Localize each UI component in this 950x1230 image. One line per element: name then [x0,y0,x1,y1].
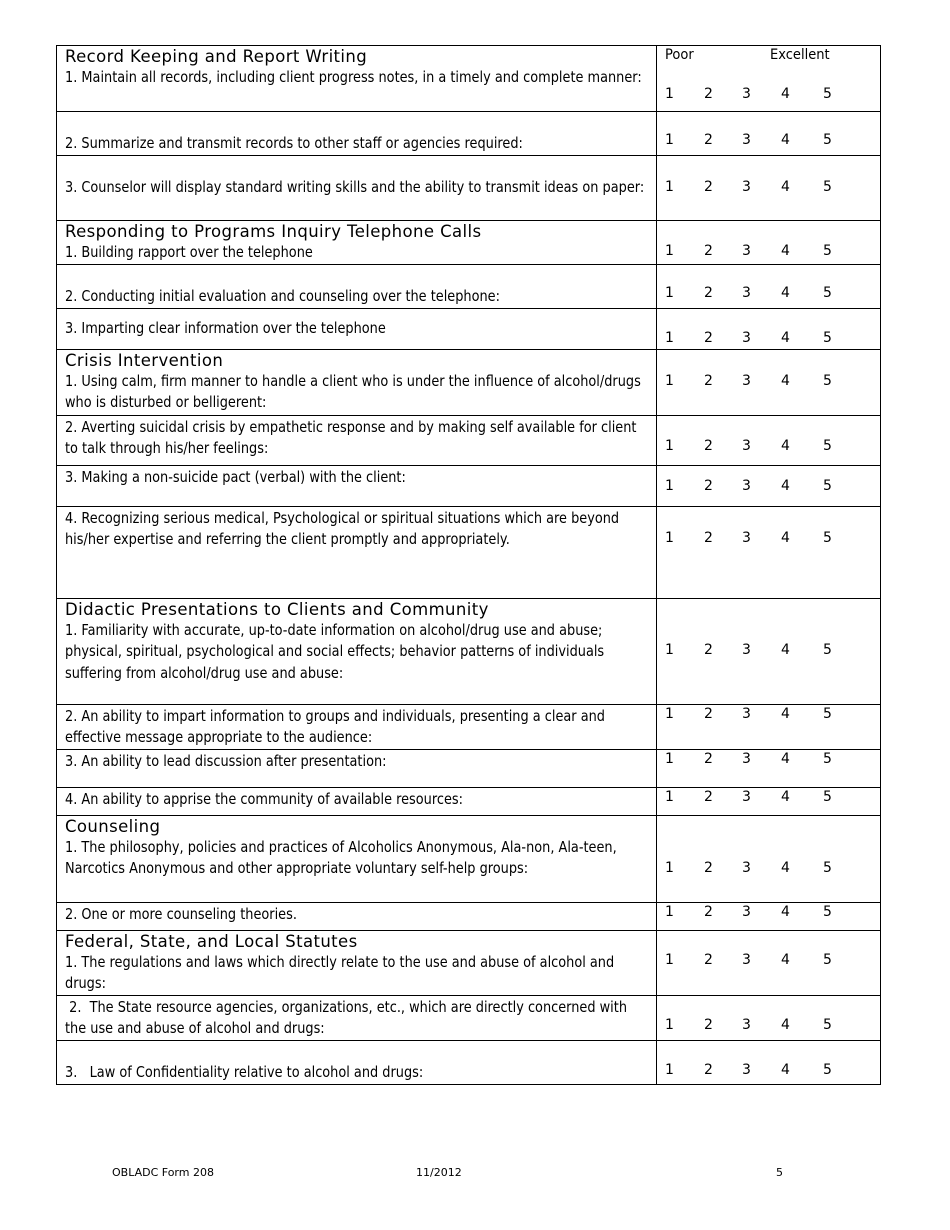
question-cell [57,309,656,340]
rating-option-2[interactable]: 2 [704,750,713,767]
rating-scale [657,285,880,303]
rating-option-2[interactable]: 2 [704,951,713,968]
rating-option-2[interactable]: 2 [704,903,713,920]
footer-date: 11/2012 [416,1166,462,1179]
rating-option-3[interactable]: 3 [742,903,751,920]
question-cell [57,931,656,995]
section-title: Counseling [65,816,161,836]
rating-option-1[interactable]: 1 [665,903,674,920]
question-cell [57,221,656,264]
rating-option-3[interactable]: 3 [742,705,751,722]
question-text: 2. An ability to impart information to groups and individuals, presenting a clear and effective message appropriate to the audience: [65,706,605,746]
rating-option-5[interactable]: 5 [823,132,832,148]
rating-scale [657,243,880,261]
rating-option-1[interactable]: 1 [665,242,674,259]
rating-option-4[interactable]: 4 [781,641,790,658]
section-title: Federal, State, and Local Statutes [65,931,358,951]
question-cell [57,705,656,749]
section-title: Didactic Presentations to Clients and Community [65,599,489,619]
rating-option-5[interactable]: 5 [823,1061,832,1078]
table-row [57,704,881,749]
rating-option-4[interactable]: 4 [781,1061,790,1078]
rating-option-2[interactable]: 2 [704,859,713,876]
rating-option-4[interactable]: 4 [781,284,790,301]
rating-option-2[interactable]: 2 [704,641,713,658]
rating-option-5[interactable]: 5 [823,951,832,968]
rating-option-1[interactable]: 1 [665,951,674,968]
table-row [57,815,881,902]
rating-scale [657,1062,880,1080]
table-row [57,349,881,415]
rating-option-5[interactable]: 5 [823,329,832,346]
rating-option-1[interactable]: 1 [665,641,674,658]
rating-option-5[interactable]: 5 [823,372,832,389]
question-text: 1. Familiarity with accurate, up-to-date information on alcohol/drug use and abuse; physical, spiritual, psychological and social effects; behavior patterns of individuals suffering from alcohol/drug use and abuse: [65,620,605,682]
rating-option-4[interactable]: 4 [781,903,790,920]
rating-option-3[interactable]: 3 [742,437,751,454]
question-cell [57,903,656,926]
rating-option-1[interactable]: 1 [665,132,674,148]
rating-option-5[interactable]: 5 [823,178,832,195]
table-row [57,308,881,349]
rating-option-3[interactable]: 3 [742,242,751,259]
rating-option-1[interactable]: 1 [665,705,674,722]
rating-scale [657,530,880,548]
rating-option-4[interactable]: 4 [781,178,790,195]
table-row [57,506,881,598]
rating-option-2[interactable]: 2 [704,437,713,454]
rating-option-1[interactable]: 1 [665,477,674,494]
question-cell [57,350,656,414]
table-row [57,787,881,815]
rating-option-1[interactable]: 1 [665,788,674,805]
question-text: 3. Imparting clear information over the telephone [65,318,386,337]
rating-option-1[interactable]: 1 [665,178,674,195]
rating-scale [657,1017,880,1035]
rating-option-4[interactable]: 4 [781,705,790,722]
rating-option-2[interactable]: 2 [704,705,713,722]
rating-option-3[interactable]: 3 [742,750,751,767]
rating-option-2[interactable]: 2 [704,529,713,546]
page-number: 5 [776,1166,783,1179]
rating-option-3[interactable]: 3 [742,178,751,195]
table-row [57,155,881,220]
rating-option-5[interactable]: 5 [823,284,832,301]
rating-option-3[interactable]: 3 [742,1061,751,1078]
rating-option-4[interactable]: 4 [781,750,790,767]
rating-option-5[interactable]: 5 [823,859,832,876]
rating-scale [657,373,880,391]
rating-option-1[interactable]: 1 [665,750,674,767]
rating-option-4[interactable]: 4 [781,86,790,102]
table-row [57,1040,881,1084]
rating-option-3[interactable]: 3 [742,372,751,389]
rating-option-1[interactable]: 1 [665,437,674,454]
question-cell [57,416,656,460]
table-row [57,902,881,930]
rating-option-5[interactable]: 5 [823,86,832,102]
rating-option-4[interactable]: 4 [781,788,790,805]
rating-option-5[interactable]: 5 [823,242,832,259]
rating-option-5[interactable]: 5 [823,1016,832,1033]
rating-option-4[interactable]: 4 [781,132,790,148]
rating-option-2[interactable]: 2 [704,1061,713,1078]
table-row [57,46,881,112]
rating-option-2[interactable]: 2 [704,86,713,102]
rating-option-1[interactable]: 1 [665,329,674,346]
rating-option-3[interactable]: 3 [742,788,751,805]
rating-option-3[interactable]: 3 [742,951,751,968]
rating-option-2[interactable]: 2 [704,242,713,259]
question-cell [57,1041,656,1084]
rating-option-1[interactable]: 1 [665,284,674,301]
rating-option-4[interactable]: 4 [781,859,790,876]
rating-option-4[interactable]: 4 [781,477,790,494]
rating-option-1[interactable]: 1 [665,1016,674,1033]
rating-option-4[interactable]: 4 [781,242,790,259]
table-row [57,749,881,787]
question-text: 1. The philosophy, policies and practices of Alcoholics Anonymous, Ala-non, Ala-teen, Narcotics Anonymous and other appropriate voluntary self-help groups: [65,837,617,877]
rating-scale [657,86,880,104]
rating-option-3[interactable]: 3 [742,477,751,494]
table-row [57,220,881,264]
question-cell [57,46,656,89]
rating-option-3[interactable]: 3 [742,529,751,546]
rating-option-2[interactable]: 2 [704,788,713,805]
rating-option-2[interactable]: 2 [704,477,713,494]
rating-option-2[interactable]: 2 [704,284,713,301]
poor-label: Poor [665,47,694,63]
question-cell [57,750,656,773]
question-cell [57,816,656,880]
question-cell [57,466,656,489]
rating-scale [657,330,880,348]
rating-option-2[interactable]: 2 [704,372,713,389]
question-text: 2. Averting suicidal crisis by empathetic response and by making self available for client to talk through his/her feelings: [65,417,637,457]
rating-scale [657,438,880,456]
rating-scale [657,860,880,878]
rating-scale [657,132,880,150]
question-text: 2. One or more counseling theories. [65,904,297,923]
rating-option-4[interactable]: 4 [781,329,790,346]
rating-option-5[interactable]: 5 [823,437,832,454]
question-text: 4. An ability to apprise the community of available resources: [65,789,463,808]
table-row [57,264,881,308]
rating-option-5[interactable]: 5 [823,529,832,546]
table-row [57,995,881,1040]
question-text: 1. The regulations and laws which directly relate to the use and abuse of alcohol and drugs: [65,952,615,992]
rating-option-1[interactable]: 1 [665,529,674,546]
table-row [57,415,881,465]
question-cell [57,599,656,685]
question-cell [57,265,656,308]
rating-option-4[interactable]: 4 [781,372,790,389]
rating-option-5[interactable]: 5 [823,477,832,494]
rating-scale [657,789,880,807]
rating-option-4[interactable]: 4 [781,437,790,454]
question-cell [57,507,656,551]
rating-option-3[interactable]: 3 [742,641,751,658]
rating-option-1[interactable]: 1 [665,86,674,102]
rating-option-2[interactable]: 2 [704,132,713,148]
question-text: 2. Summarize and transmit records to other staff or agencies required: [65,134,523,152]
rating-option-5[interactable]: 5 [823,788,832,805]
rating-option-4[interactable]: 4 [781,529,790,546]
rating-scale [657,952,880,970]
rating-option-5[interactable]: 5 [823,750,832,767]
rating-scale [657,904,880,922]
rating-option-3[interactable]: 3 [742,132,751,148]
rating-option-4[interactable]: 4 [781,951,790,968]
evaluation-table [56,45,881,1085]
rating-option-2[interactable]: 2 [704,178,713,195]
table-row [57,598,881,704]
question-text: 1. Maintain all records, including client progress notes, in a timely and complete manner: [65,68,642,86]
question-text: 3. An ability to lead discussion after presentation: [65,751,387,770]
rating-option-5[interactable]: 5 [823,641,832,658]
section-title: Record Keeping and Report Writing [65,47,368,66]
rating-option-2[interactable]: 2 [704,329,713,346]
footer-form-id: OBLADC Form 208 [112,1166,214,1179]
question-text: 4. Recognizing serious medical, Psychological or spiritual situations which are beyond his/her expertise and referring the client promptly and appropriately. [65,508,620,548]
question-text: 2. Conducting initial evaluation and counseling over the telephone: [65,286,500,305]
question-cell [57,788,656,811]
section-title: Crisis Intervention [65,350,224,370]
rating-option-3[interactable]: 3 [742,86,751,102]
rating-scale [657,751,880,769]
question-cell [57,156,656,199]
excellent-label: Excellent [770,47,830,63]
rating-scale [657,706,880,724]
rating-scale [657,179,880,197]
rating-option-5[interactable]: 5 [823,705,832,722]
rating-option-3[interactable]: 3 [742,329,751,346]
rating-option-4[interactable]: 4 [781,1016,790,1033]
table-row [57,465,881,506]
question-text: 3. Making a non-suicide pact (verbal) with the client: [65,467,406,486]
rating-option-3[interactable]: 3 [742,859,751,876]
question-text: 3. Law of Confidentiality relative to alcohol and drugs: [65,1062,424,1081]
question-text: 1. Using calm, firm manner to handle a client who is under the influence of alcohol/drugs who is disturbed or belligerent: [65,371,641,411]
question-text: 2. The State resource agencies, organizations, etc., which are directly concerned with the use and abuse of alcohol and drugs: [65,997,632,1037]
rating-option-2[interactable]: 2 [704,1016,713,1033]
rating-option-5[interactable]: 5 [823,903,832,920]
rating-option-1[interactable]: 1 [665,372,674,389]
section-title: Responding to Programs Inquiry Telephone Calls [65,221,482,241]
rating-option-3[interactable]: 3 [742,1016,751,1033]
table-row [57,112,881,156]
question-cell [57,112,656,155]
rating-scale [657,478,880,496]
question-text: 3. Counselor will display standard writing skills and the ability to transmit ideas on paper: [65,177,645,196]
rating-option-1[interactable]: 1 [665,859,674,876]
rating-option-1[interactable]: 1 [665,1061,674,1078]
question-text: 1. Building rapport over the telephone [65,242,313,261]
rating-scale [657,642,880,660]
question-cell [57,996,656,1040]
rating-option-3[interactable]: 3 [742,284,751,301]
table-row [57,930,881,995]
